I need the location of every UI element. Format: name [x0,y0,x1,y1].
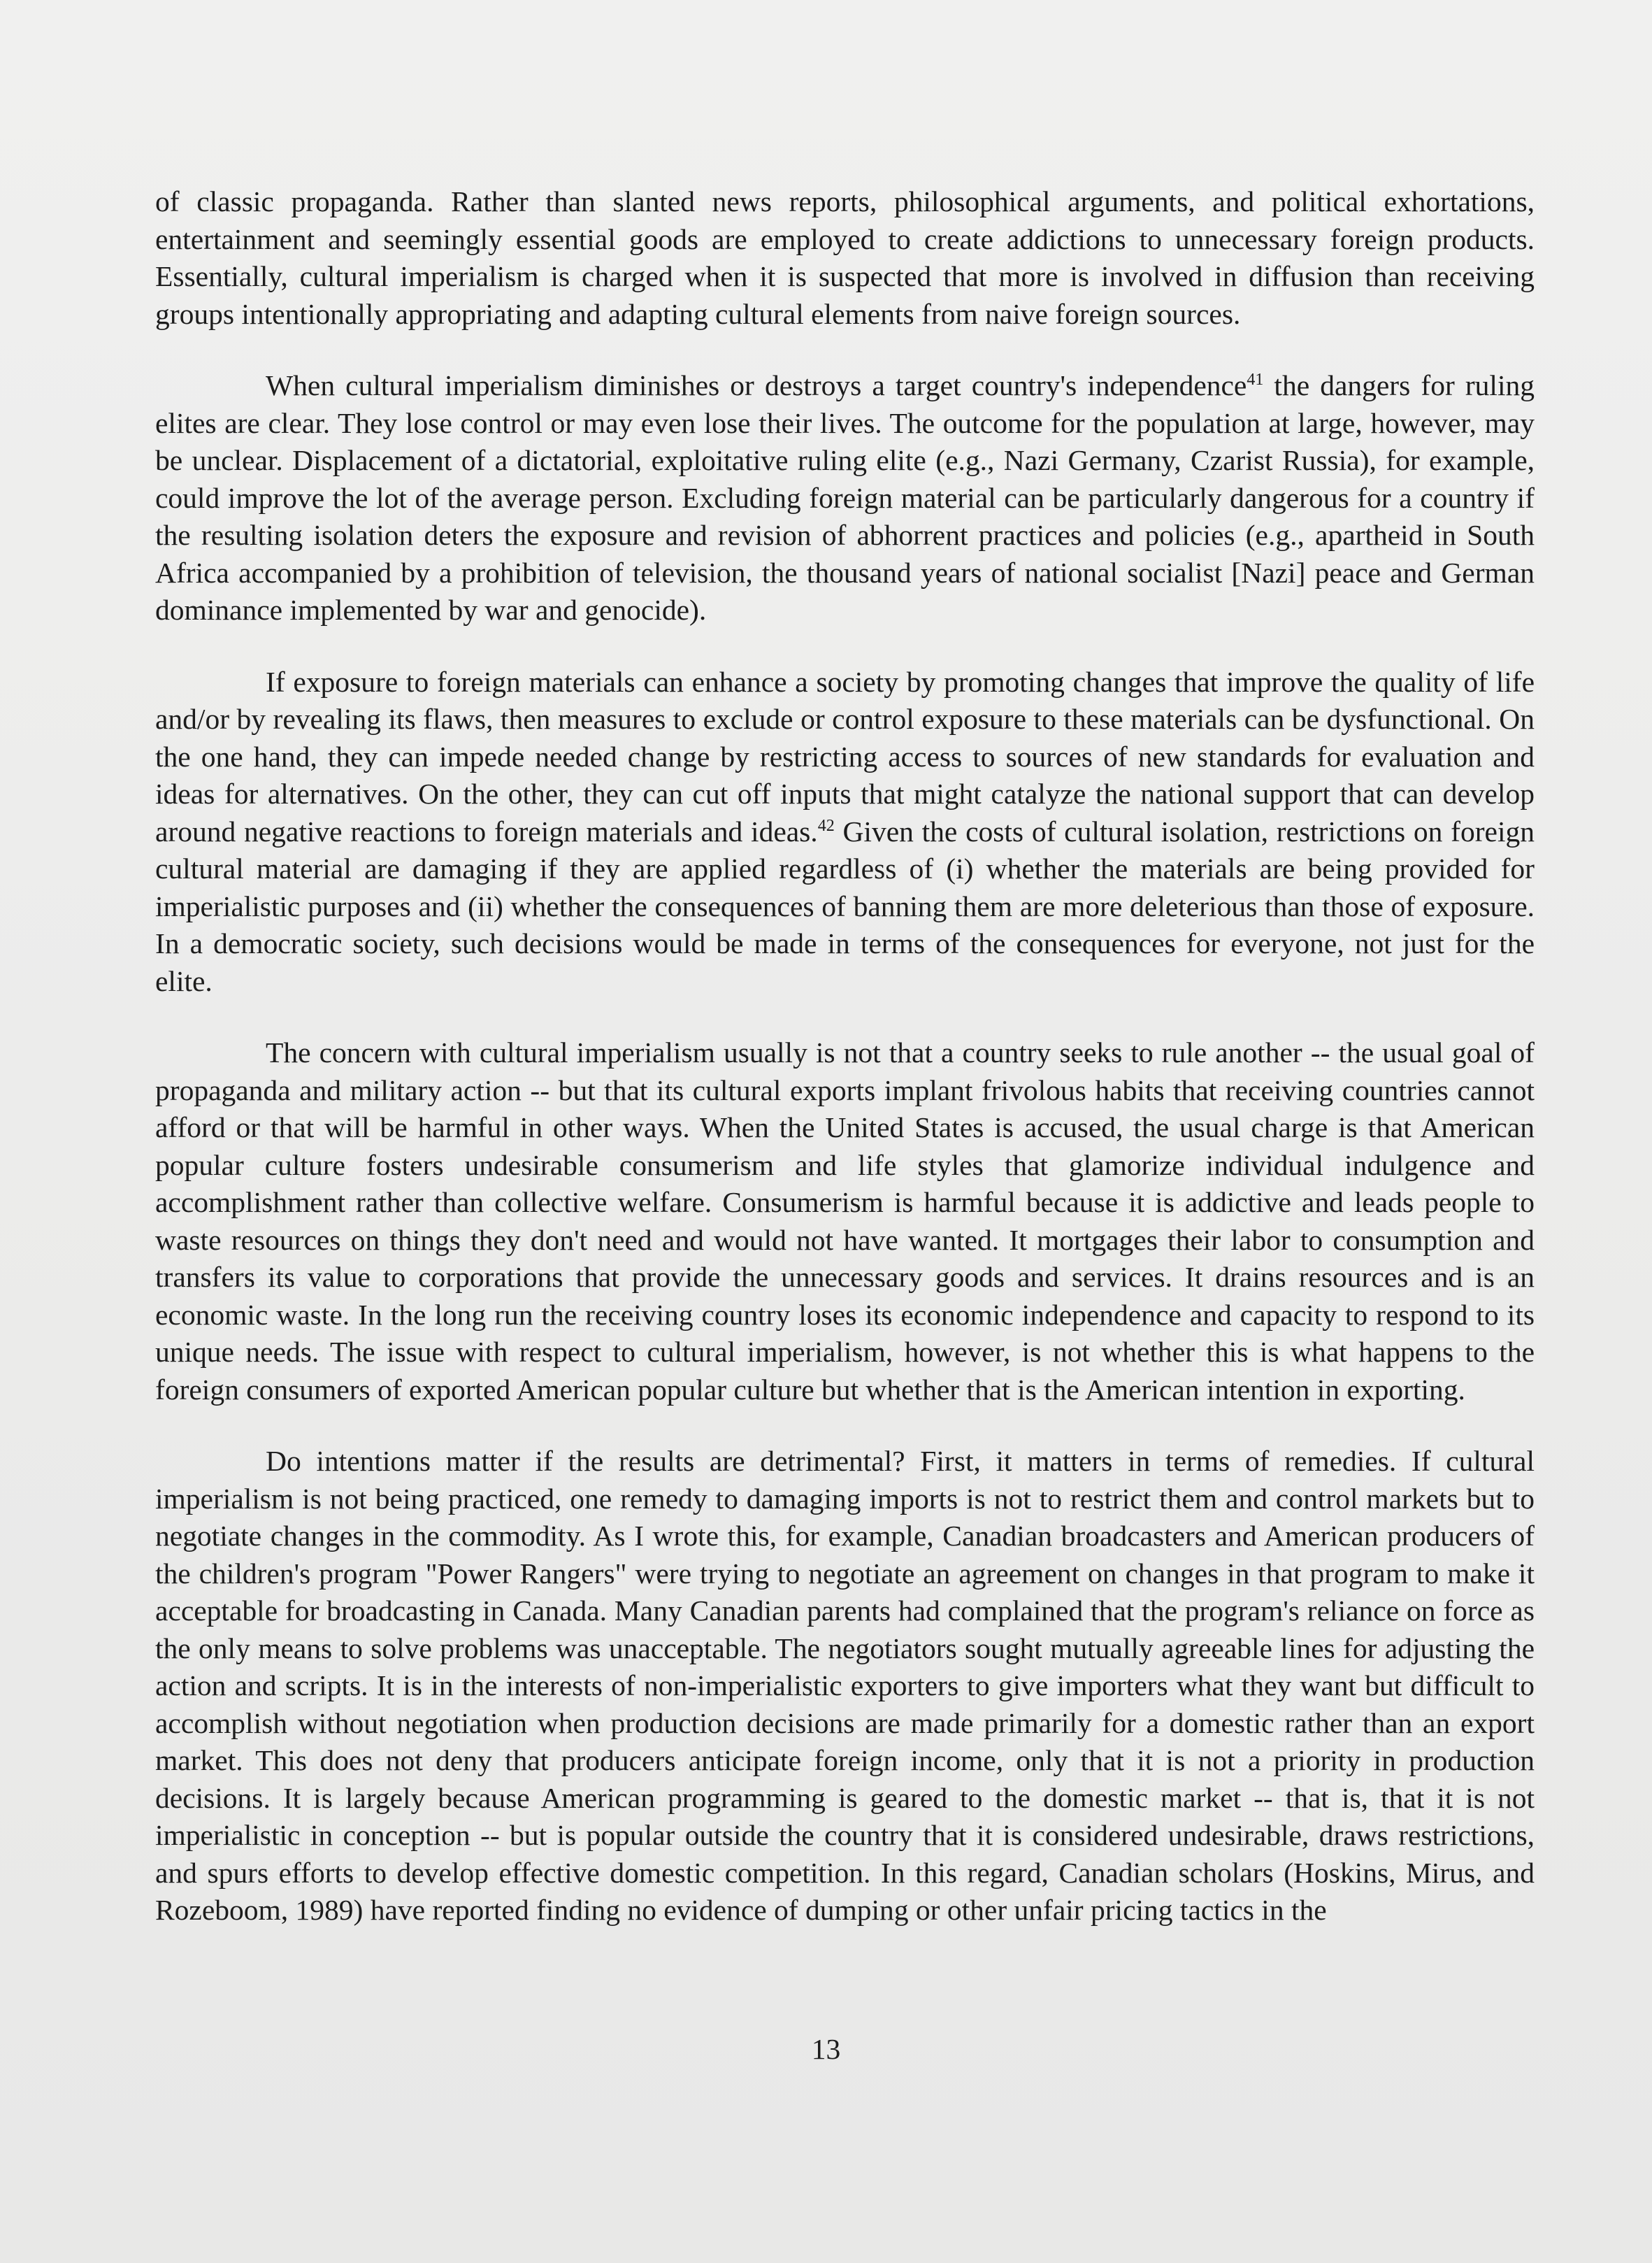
paragraph-text: of classic propaganda. Rather than slanted news reports, philosophical arguments, and political exhortations, entertainment and seemingly essential goods are employed to create addictions to unnecessary foreign products. Essentially, cultural imperialism is charged when it is suspected that more is involved in diffusion than receiving groups intentionally appropriating and adapting cultural elements from naive foreign sources. [155,185,1535,330]
paragraph-text: When cultural imperialism diminishes or destroys a target country's independence [266,369,1247,401]
paragraph-text: the dangers for ruling elites are clear. They lose control or may even lose their lives. The outcome for the population at large, however, may be unclear. Displacement of a dictatorial, exploitative ruling elite (e.g., Nazi Germany, Czarist Russia), for example, could improve the lot of the average person. Excluding foreign material can be particularly dangerous for a country if the resulting isolation deters the exposure and revision of abhorrent practices and policies (e.g., apartheid in South Africa accompanied by a prohibition of television, the thousand years of national socialist [Nazi] peace and German dominance implemented by war and genocide). [155,369,1535,626]
paragraph-4 [155,1034,1535,1408]
body-text [155,183,1535,1964]
paragraph-1 [155,183,1535,333]
paragraph-5 [155,1443,1535,1929]
footnote-marker: 42 [817,816,835,835]
paragraph-text: Given the costs of cultural isolation, restrictions on foreign cultural material are damaging if they are applied regardless of (i) whether the materials are being provided for imperialistic purposes and (ii) whether the consequences of banning them are more deleterious than those of exposure. In a democratic society, such decisions would be made in terms of the consequences for everyone, not just for the elite. [155,815,1535,997]
paragraph-3 [155,664,1535,1001]
footnote-marker: 41 [1247,371,1264,390]
paragraph-text: If exposure to foreign materials can enhance a society by promoting changes that improve the quality of life and/or by revealing its flaws, then measures to exclude or control exposure to these materials can be dysfunctional. On the one hand, they can impede needed change by restricting access to sources of new standards for evaluation and ideas for alternatives. On the other, they can cut off inputs that might catalyze the national support that can develop around negative reactions to foreign materials and ideas. [155,665,1535,848]
paragraph-2 [155,367,1535,629]
paragraph-text: The concern with cultural imperialism usually is not that a country seeks to rule another -- the usual goal of propaganda and military action -- but that its cultural exports implant frivolous habits that receiving countries cannot afford or that will be harmful in other ways. When the United States is accused, the usual charge is that American popular culture fosters undesirable consumerism and life styles that glamorize individual indulgence and accomplishment rather than collective welfare. Consumerism is harmful because it is addictive and leads people to waste resources on things they don't need and would not have wanted. It mortgages their labor to consumption and transfers its value to corporations that provide the unnecessary goods and services. It drains resources and is an economic waste. In the long run the receiving country loses its economic independence and capacity to respond to its unique needs. The issue with respect to cultural imperialism, however, is not whether this is what happens to the foreign consumers of exported American popular culture but whether that is the American intention in exporting. [155,1036,1535,1406]
paragraph-text: Do intentions matter if the results are detrimental? First, it matters in terms of remedies. If cultural imperialism is not being practiced, one remedy to damaging imports is not to restrict them and control markets but to negotiate changes in the commodity. As I wrote this, for example, Canadian broadcasters and American producers of the children's program "Power Rangers" were trying to negotiate an agreement on changes in that program to make it acceptable for broadcasting in Canada. Many Canadian parents had complained that the program's reliance on force as the only means to solve problems was unacceptable. The negotiators sought mutually agreeable lines for adjusting the action and scripts. It is in the interests of non-imperialistic exporters to give importers what they want but difficult to accomplish without negotiation when production decisions are made primarily for a domestic rather than an export market. This does not deny that producers anticipate foreign income, only that it is not a priority in production decisions. It is largely because American programming is geared to the domestic market -- that is, that it is not imperialistic in conception -- but is popular outside the country that it is considered undesirable, draws restrictions, and spurs efforts to develop effective domestic competition. In this regard, Canadian scholars (Hoskins, Mirus, and Rozeboom, 1989) have reported finding no evidence of dumping or other unfair pricing tactics in the [155,1445,1535,1926]
page-number: 13 [811,2033,841,2065]
